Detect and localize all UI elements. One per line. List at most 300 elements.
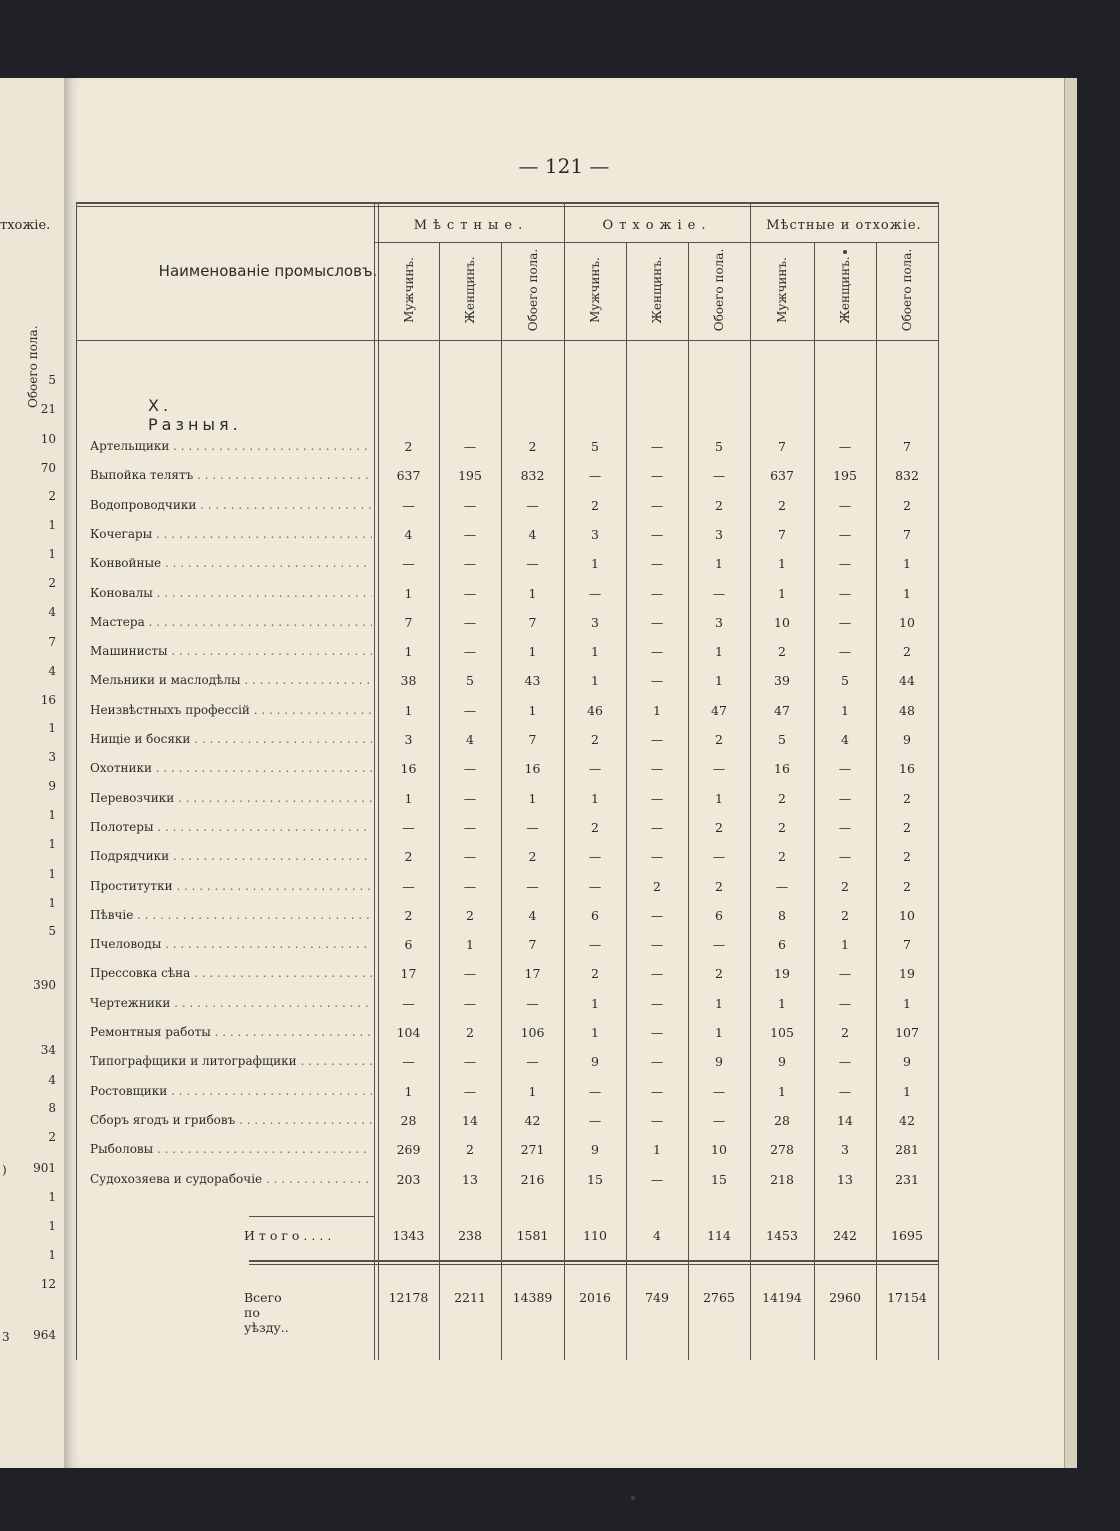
table-cell: —: [463, 585, 477, 601]
table-cell: 637: [396, 468, 421, 484]
table-cell: 19: [774, 966, 790, 982]
table-cell: 203: [396, 1171, 421, 1187]
table-cell: 106: [520, 1025, 545, 1040]
table-cell: —: [588, 849, 602, 865]
table-cell: 6: [591, 907, 599, 923]
table-cell: 17: [400, 966, 417, 982]
table-cell: 2: [466, 907, 474, 923]
itogo-cell: 1581: [516, 1228, 549, 1243]
group-header: Отхожіе.: [602, 218, 712, 233]
group-header: Мѣстные.: [413, 218, 529, 233]
table-cell: —: [650, 673, 664, 689]
left-page-fragment: [0, 78, 66, 1468]
table-cell: 39: [774, 673, 790, 689]
left-page-value: 5: [48, 924, 56, 938]
table-cell: —: [463, 1083, 477, 1099]
left-page-header: тхожіе.: [0, 218, 51, 233]
table-cell: —: [650, 1171, 664, 1187]
table-cell: 5: [841, 673, 849, 689]
table-cell: 7: [778, 439, 786, 454]
table-cell: 9: [715, 1054, 723, 1070]
left-page-value: 2: [48, 576, 56, 590]
table-cell: 1: [653, 1142, 661, 1158]
table-right-rule: [938, 202, 939, 1360]
subcolumn-header: Мужчинъ.: [775, 257, 789, 323]
subcolumn-header: Обоего пола.: [712, 248, 726, 332]
table-cell: 10: [899, 907, 915, 923]
table-cell: 7: [528, 937, 537, 953]
table-cell: —: [463, 849, 477, 865]
row-label: Выпойка телятъ . . .: [90, 468, 372, 482]
row-label: Чертежники . . .: [90, 996, 372, 1010]
table-cell: —: [650, 819, 664, 835]
left-page-value: 4: [48, 664, 56, 678]
table-cell: 218: [770, 1171, 794, 1187]
table-cell: 10: [899, 614, 915, 630]
table-cell: —: [650, 732, 664, 747]
itogo-rule: [249, 1216, 374, 1217]
table-cell: 2: [466, 1142, 474, 1158]
table-cell: —: [650, 790, 664, 806]
table-cell: 216: [520, 1171, 545, 1187]
table-cell: 2: [404, 849, 413, 865]
left-page-value: 1: [48, 808, 56, 822]
table-cell: 195: [833, 468, 857, 484]
table-cell: 1: [591, 995, 599, 1011]
table-cell: 2: [591, 819, 599, 835]
table-cell: 2: [778, 819, 786, 835]
table-cell: —: [838, 439, 852, 454]
table-cell: —: [650, 907, 664, 923]
table-cell: —: [838, 995, 852, 1011]
table-cell: —: [838, 644, 852, 660]
row-label: Артельщики . . .: [90, 439, 372, 453]
table-cell: —: [463, 702, 477, 718]
table-cell: 5: [466, 673, 474, 689]
table-cell: 9: [591, 1142, 599, 1158]
subcolumn-header: Женщинъ.: [650, 256, 664, 324]
table-left-rule: [76, 202, 77, 1360]
left-page-value: 390: [33, 978, 56, 992]
table-cell: 2: [778, 790, 786, 806]
table-cell: 7: [778, 526, 786, 542]
subcolumn-header: Мужчинъ.: [588, 257, 602, 323]
table-cell: 1: [528, 702, 537, 718]
table-cell: 7: [903, 937, 911, 953]
table-cell: —: [650, 995, 664, 1011]
table-cell: —: [650, 556, 664, 572]
row-label: Судохозяева и судорабочіе . . .: [90, 1172, 372, 1186]
table-cell: 15: [711, 1171, 727, 1187]
table-cell: 16: [400, 761, 417, 777]
table-cell: 16: [899, 761, 915, 777]
table-cell: 2: [903, 819, 911, 835]
page-edge: [1064, 78, 1077, 1468]
table-cell: —: [838, 790, 852, 806]
table-cell: 1: [715, 1025, 723, 1040]
left-page-value: 964: [33, 1328, 56, 1342]
table-cell: 2: [903, 497, 911, 513]
name-column-header: Наименованіе промысловъ.: [158, 262, 378, 280]
table-cell: —: [526, 995, 539, 1011]
table-cell: 13: [462, 1171, 478, 1187]
group-header: Мѣстные и отхожіе.: [766, 218, 922, 233]
table-cell: —: [650, 585, 664, 601]
table-cell: 4: [528, 526, 537, 542]
table-cell: —: [838, 526, 852, 542]
table-cell: —: [402, 995, 415, 1011]
table-cell: —: [463, 644, 477, 660]
table-cell: —: [588, 1083, 602, 1099]
table-cell: —: [650, 1083, 664, 1099]
table-cell: 2: [404, 907, 413, 923]
table-cell: 3: [591, 526, 599, 542]
itogo-cell: 1453: [766, 1228, 798, 1243]
left-page-value: 1: [48, 837, 56, 851]
table-cell: 6: [404, 937, 413, 953]
left-page-value: 2: [48, 489, 56, 503]
table-cell: 7: [404, 614, 413, 630]
table-cell: 2: [903, 878, 911, 894]
left-page-value: 12: [40, 1277, 56, 1291]
row-label: Машинисты . . .: [90, 644, 372, 658]
table-cell: 271: [520, 1142, 545, 1158]
table-cell: —: [463, 497, 477, 513]
left-page-value: 70: [40, 461, 56, 475]
table-cell: 9: [591, 1054, 599, 1070]
total-double-rule: [249, 1260, 938, 1262]
table-cell: 5: [778, 732, 786, 747]
left-page-value: 1: [48, 547, 56, 561]
table-cell: 2: [591, 732, 599, 747]
table-cell: 3: [591, 614, 599, 630]
left-page-value: 3: [48, 750, 56, 764]
table-cell: —: [588, 878, 602, 894]
total-label: Всего по уѣзду..: [244, 1290, 289, 1335]
table-cell: 2: [404, 439, 413, 454]
column-rule: [374, 202, 375, 1360]
table-cell: —: [650, 614, 664, 630]
table-cell: 47: [774, 702, 790, 718]
table-cell: 1: [903, 1083, 911, 1099]
table-cell: —: [838, 761, 852, 777]
table-cell: 7: [528, 732, 537, 747]
total-cell: 2016: [579, 1290, 611, 1305]
left-page-value: 5: [48, 373, 56, 387]
table-cell: —: [650, 761, 664, 777]
left-page-value: 1: [48, 1219, 56, 1233]
table-cell: 2: [715, 966, 723, 982]
table-cell: 28: [400, 1112, 417, 1128]
table-cell: —: [588, 585, 602, 601]
table-cell: —: [838, 966, 852, 982]
table-cell: 1: [528, 790, 537, 806]
table-cell: —: [402, 878, 415, 894]
table-cell: —: [526, 1054, 539, 1070]
row-label: Пчеловоды . . .: [90, 937, 372, 951]
itogo-cell: 110: [583, 1228, 607, 1243]
table-cell: —: [463, 1054, 477, 1070]
table-cell: 1: [903, 995, 911, 1011]
table-cell: 1: [903, 556, 911, 572]
row-label: Ростовщики . . .: [90, 1084, 372, 1098]
table-cell: 2: [841, 907, 849, 923]
table-cell: 1: [841, 702, 849, 718]
table-cell: 10: [711, 1142, 727, 1158]
left-page-value: 4: [48, 1073, 56, 1087]
table-cell: 16: [524, 761, 541, 777]
itogo-cell: 238: [458, 1228, 482, 1243]
table-cell: 7: [528, 614, 537, 630]
table-cell: 42: [524, 1112, 541, 1128]
table-cell: —: [526, 497, 539, 513]
table-cell: 1: [715, 790, 723, 806]
table-cell: 1: [404, 644, 413, 660]
table-cell: —: [712, 937, 726, 953]
row-label: Подрядчики . . .: [90, 849, 372, 863]
left-page-value: 1: [48, 867, 56, 881]
table-cell: —: [650, 468, 664, 484]
total-cell: 2765: [703, 1290, 735, 1305]
table-cell: 3: [715, 614, 723, 630]
table-cell: 15: [587, 1171, 603, 1187]
left-page-edge-value: 3: [2, 1330, 10, 1344]
left-page-value: 1: [48, 896, 56, 910]
itogo-cell: 114: [707, 1228, 731, 1243]
table-cell: 48: [899, 702, 915, 718]
table-cell: 281: [895, 1142, 919, 1158]
table-cell: —: [526, 556, 539, 572]
table-cell: —: [650, 439, 664, 454]
table-cell: —: [463, 439, 477, 454]
table-cell: 2: [715, 732, 723, 747]
row-label: Мельники и маслодѣлы . . .: [90, 673, 372, 687]
subcolumn-header: Женщинъ.: [463, 256, 477, 324]
table-cell: —: [775, 878, 789, 894]
left-page-value: 16: [40, 693, 56, 707]
table-cell: 1: [778, 556, 786, 572]
row-label: Проститутки . . .: [90, 879, 372, 893]
table-cell: —: [712, 1112, 726, 1128]
table-cell: 1: [903, 585, 911, 601]
left-page-value: 1: [48, 1190, 56, 1204]
table-cell: —: [712, 585, 726, 601]
table-cell: 1: [528, 585, 537, 601]
left-page-value: 1: [48, 1248, 56, 1262]
table-cell: —: [526, 878, 539, 894]
total-cell: 749: [645, 1290, 669, 1305]
subcolumn-header: Обоего пола.: [900, 248, 914, 332]
table-cell: 7: [903, 439, 911, 454]
row-label: Мастера . . .: [90, 615, 372, 629]
table-cell: 2: [466, 1025, 474, 1040]
left-page-value: 7: [48, 635, 56, 649]
left-page-column-header: Обоего пола.: [26, 325, 40, 408]
table-cell: 2: [528, 439, 537, 454]
table-cell: 1: [591, 556, 599, 572]
table-cell: 832: [520, 468, 545, 484]
table-cell: —: [838, 497, 852, 513]
left-page-value: 1: [48, 518, 56, 532]
table-cell: 8: [778, 907, 786, 923]
subcolumn-header: Мужчинъ.: [401, 257, 416, 323]
table-cell: 4: [841, 732, 849, 747]
left-page-edge-value: ): [2, 1163, 7, 1177]
table-cell: —: [650, 966, 664, 982]
table-cell: 1: [715, 556, 723, 572]
table-cell: —: [402, 819, 415, 835]
left-page-value: 9: [48, 779, 56, 793]
table-cell: 47: [711, 702, 727, 718]
table-cell: 9: [778, 1054, 786, 1070]
total-double-rule: [249, 1264, 938, 1265]
table-cell: 2: [528, 849, 537, 865]
table-cell: —: [402, 556, 415, 572]
table-cell: 2: [903, 644, 911, 660]
table-cell: 38: [400, 673, 417, 689]
table-cell: 3: [715, 526, 723, 542]
left-page-value: 2: [48, 1130, 56, 1144]
row-label: Ремонтныя работы . . .: [90, 1025, 372, 1039]
table-cell: 1: [404, 585, 413, 601]
table-cell: 43: [524, 673, 541, 689]
total-cell: 17154: [887, 1290, 927, 1305]
table-cell: 1: [591, 1025, 599, 1040]
table-cell: —: [838, 1054, 852, 1070]
table-cell: 9: [903, 1054, 911, 1070]
table-cell: 1: [528, 1083, 537, 1099]
total-cell: 12178: [388, 1290, 429, 1305]
table-cell: 2: [715, 819, 723, 835]
table-cell: —: [463, 878, 477, 894]
table-cell: 1: [466, 937, 474, 953]
table-cell: —: [650, 497, 664, 513]
table-cell: —: [838, 1083, 852, 1099]
table-cell: 16: [774, 761, 790, 777]
row-label: Пѣвчіе . . .: [90, 908, 372, 922]
table-cell: —: [650, 526, 664, 542]
table-cell: 2: [903, 849, 911, 865]
table-cell: —: [463, 556, 477, 572]
table-cell: 2: [715, 878, 723, 894]
table-cell: —: [526, 819, 539, 835]
table-cell: —: [838, 585, 852, 601]
table-cell: —: [463, 966, 477, 982]
subcolumn-header: Обоего пола.: [525, 248, 540, 332]
table-cell: —: [838, 556, 852, 572]
table-cell: 44: [899, 673, 915, 689]
table-cell: 5: [715, 439, 723, 454]
table-cell: 10: [774, 614, 790, 630]
table-cell: 2: [591, 966, 599, 982]
table-cell: 1: [591, 790, 599, 806]
table-cell: 2: [778, 849, 786, 865]
table-cell: —: [588, 468, 602, 484]
subcolumn-header: Женщинъ.: [838, 256, 852, 324]
table-cell: 1: [404, 702, 413, 718]
row-label: Нищіе и босяки . . .: [90, 732, 372, 746]
table-cell: 17: [524, 966, 541, 982]
table-cell: 14: [837, 1112, 853, 1128]
row-label: Рыболовы . . .: [90, 1142, 372, 1156]
left-page-value: 21: [40, 402, 56, 416]
table-cell: 3: [841, 1142, 849, 1158]
table-cell: —: [463, 614, 477, 630]
table-cell: 4: [404, 526, 413, 542]
table-cell: 2: [778, 644, 786, 660]
row-label: Кочегары . . .: [90, 527, 372, 541]
table-cell: 637: [770, 468, 794, 484]
left-page-value: 10: [40, 432, 56, 446]
table-cell: —: [650, 1054, 664, 1070]
table-cell: 42: [899, 1112, 915, 1128]
table-top-rule: [76, 202, 938, 204]
table-cell: 1: [591, 673, 599, 689]
left-page-value: 1: [48, 721, 56, 735]
header-bottom-rule: [76, 340, 938, 341]
row-label: Неизвѣстныхъ профессій . . .: [90, 703, 372, 717]
table-cell: 1: [778, 1083, 786, 1099]
table-cell: 7: [903, 526, 911, 542]
table-top-rule: [76, 206, 938, 207]
row-label: Полотеры . . .: [90, 820, 372, 834]
table-cell: 2: [778, 497, 786, 513]
table-cell: 104: [396, 1025, 421, 1040]
row-label: Коновалы . . .: [90, 586, 372, 600]
table-cell: —: [712, 761, 726, 777]
table-cell: —: [402, 1054, 415, 1070]
table-cell: 2: [841, 878, 849, 894]
table-cell: 278: [770, 1142, 794, 1158]
table-cell: 1: [591, 644, 599, 660]
itogo-cell: 1343: [392, 1228, 425, 1243]
table-cell: 6: [778, 937, 786, 953]
left-page-value: 4: [48, 605, 56, 619]
table-cell: —: [650, 644, 664, 660]
table-cell: —: [402, 497, 415, 513]
row-label: Сборъ ягодъ и грибовъ . . .: [90, 1113, 372, 1127]
table-cell: —: [650, 849, 664, 865]
table-cell: —: [588, 937, 602, 953]
table-cell: 28: [774, 1112, 790, 1128]
table-cell: 195: [458, 468, 482, 484]
table-cell: 1: [715, 995, 723, 1011]
table-cell: 1: [404, 1083, 413, 1099]
table-cell: 3: [404, 732, 413, 747]
table-cell: 105: [770, 1025, 794, 1040]
table-cell: —: [463, 526, 477, 542]
table-cell: 46: [587, 702, 603, 718]
table-cell: —: [588, 761, 602, 777]
table-cell: 2: [591, 497, 599, 513]
table-cell: 1: [778, 995, 786, 1011]
table-cell: —: [838, 614, 852, 630]
total-cell: 14389: [512, 1290, 553, 1305]
table-cell: —: [712, 1083, 726, 1099]
table-cell: 1: [715, 673, 723, 689]
row-label: Типографщики и литографщики . . .: [90, 1054, 372, 1068]
table-cell: 4: [528, 907, 537, 923]
table-cell: —: [838, 849, 852, 865]
table-cell: 1: [778, 585, 786, 601]
table-cell: —: [838, 819, 852, 835]
table-cell: 107: [895, 1025, 919, 1040]
table-cell: 1: [404, 790, 413, 806]
table-cell: —: [650, 1025, 664, 1040]
table-cell: 2: [653, 878, 661, 894]
itogo-cell: 1695: [891, 1228, 923, 1243]
document-page: [64, 78, 1064, 1468]
